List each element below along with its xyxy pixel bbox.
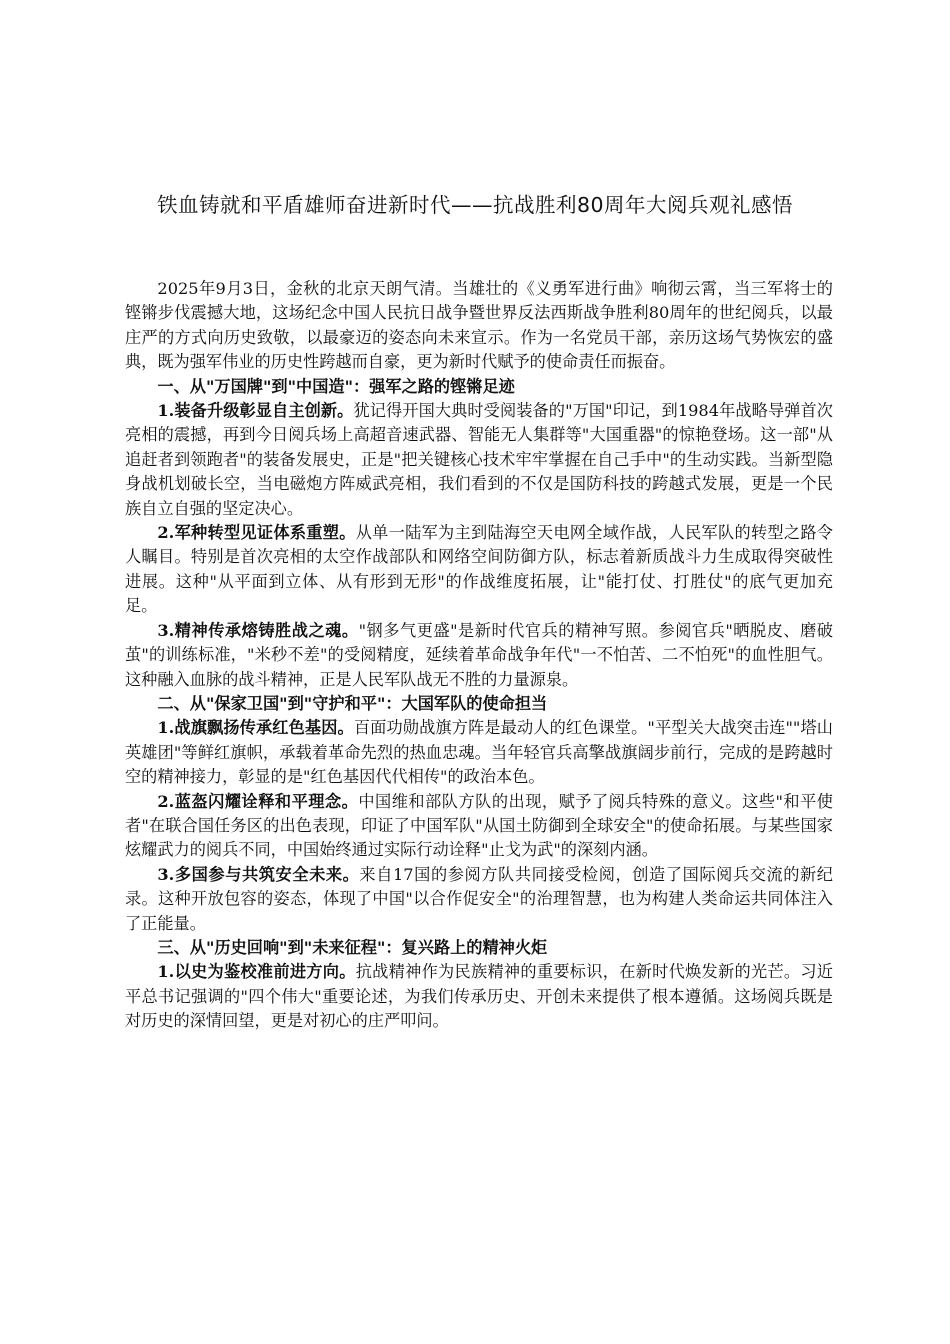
body-paragraph: [125, 521, 833, 619]
paragraph-lead: 3.精神传承熔铸胜战之魂。: [157, 620, 359, 640]
intro-paragraph: 2025年9月3日，金秋的北京天朗气清。当雄壮的《义勇军进行曲》响彻云霄，当三军将士的铿锵步伐震撼大地，这场纪念中国人民抗日战争暨世界反法西斯战争胜利80周年的世纪阅兵，以最庄严的方式向历史致敬，以最豪迈的姿态向未来宣示。作为一名党员干部，亲历这场气势恢宏的盛典，既为强军伟业的历史性跨越而自豪，更为新时代赋予的使命责任而振奋。: [125, 279, 833, 372]
paragraph-lead: 1.以史为鉴校准前进方向。: [157, 962, 356, 982]
body-paragraph: [125, 716, 833, 789]
paragraph-text: 从单一陆军为主到陆海空天电网全域作战，人民军队的转型之路令人瞩目。特别是首次亮相的太空作战部队和网络空间防御方队，标志着新质战斗力生成取得突破性进展。这种"从平面到立体、从有形到无形"的作战维度拓展，让"能打仗、打胜仗"的底气更加充足。: [125, 523, 833, 616]
paragraph-lead: 1.战旗飘扬传承红色基因。: [157, 718, 354, 738]
paragraph-lead: 2.蓝盔闪耀诠释和平理念。: [157, 791, 359, 811]
section-heading: 一、从"万国牌"到"中国造"：强军之路的铿锵足迹: [157, 376, 515, 396]
document-body: [125, 277, 833, 1034]
paragraph-text: "钢多气更盛"是新时代官兵的精神写照。参阅官兵"晒脱皮、磨破茧"的训练标准，"米秒不差"的受阅精度，延续着革命战争年代"一不怕苦、二不怕死"的血性胆气。这种融入血脉的战斗精神，正是人民军队战无不胜的力量源泉。: [125, 620, 833, 689]
paragraph-text: 百面功勋战旗方阵是最动人的红色课堂。"平型关大战突击连""塔山英雄团"等鲜红旗帜，承载着革命先烈的热血忠魂。当年轻官兵高擎战旗阔步前行，完成的是跨越时空的精神接力，彰显的是"红色基因代代相传"的政治本色。: [125, 718, 833, 787]
paragraph-text: 犹记得开国大典时受阅装备的"万国"印记，到1984年战略导弹首次亮相的震撼，再到今日阅兵场上高超音速武器、智能无人集群等"大国重器"的惊艳登场。这一部"从追赶者到领跑者"的装备发展史，正是"把关键核心技术牢牢掌握在自己手中"的生动实践。当新型隐身战机划破长空，当电磁炮方阵威武亮相，我们看到的不仅是国防科技的跨越式发展，更是一个民族自立自强的坚定决心。: [125, 401, 833, 518]
paragraph-lead: 1.装备升级彰显自主创新。: [157, 401, 354, 421]
paragraph-text: 中国维和部队方队的出现，赋予了阅兵特殊的意义。这些"和平使者"在联合国任务区的出色表现，印证了中国军队"从国土防御到全球安全"的使命拓展。与某些国家炫耀武力的阅兵不同，中国始终通过实际行动诠释"止戈为武"的深刻内涵。: [125, 791, 833, 860]
paragraph-text: 抗战精神作为民族精神的重要标识，在新时代焕发新的光芒。习近平总书记强调的"四个伟大"重要论述，为我们传承历史、开创未来提供了根本遵循。这场阅兵既是对历史的深情回望，更是对初心的庄严叩问。: [125, 962, 833, 1031]
document-title: 铁血铸就和平盾雄师奋进新时代——抗战胜利80周年大阅兵观礼感悟: [156, 193, 794, 217]
body-paragraph: [125, 790, 833, 863]
body-paragraph: [125, 863, 833, 936]
section-heading: 三、从"历史回响"到"未来征程"：复兴路上的精神火炬: [157, 937, 548, 957]
body-paragraph: [125, 619, 833, 692]
section-heading: 二、从"保家卫国"到"守护和平"：大国军队的使命担当: [157, 693, 548, 713]
body-paragraph: [125, 960, 833, 1033]
paragraph-lead: 2.军种转型见证体系重塑。: [157, 523, 356, 543]
paragraph-text: 来自17国的参阅方队共同接受检阅，创造了国际阅兵交流的新纪录。这种开放包容的姿态，体现了中国"以合作促安全"的治理智慧，也为构建人类命运共同体注入了正能量。: [125, 864, 833, 933]
body-paragraph: [125, 399, 833, 521]
paragraph-lead: 3.多国参与共筑安全未来。: [157, 864, 360, 884]
